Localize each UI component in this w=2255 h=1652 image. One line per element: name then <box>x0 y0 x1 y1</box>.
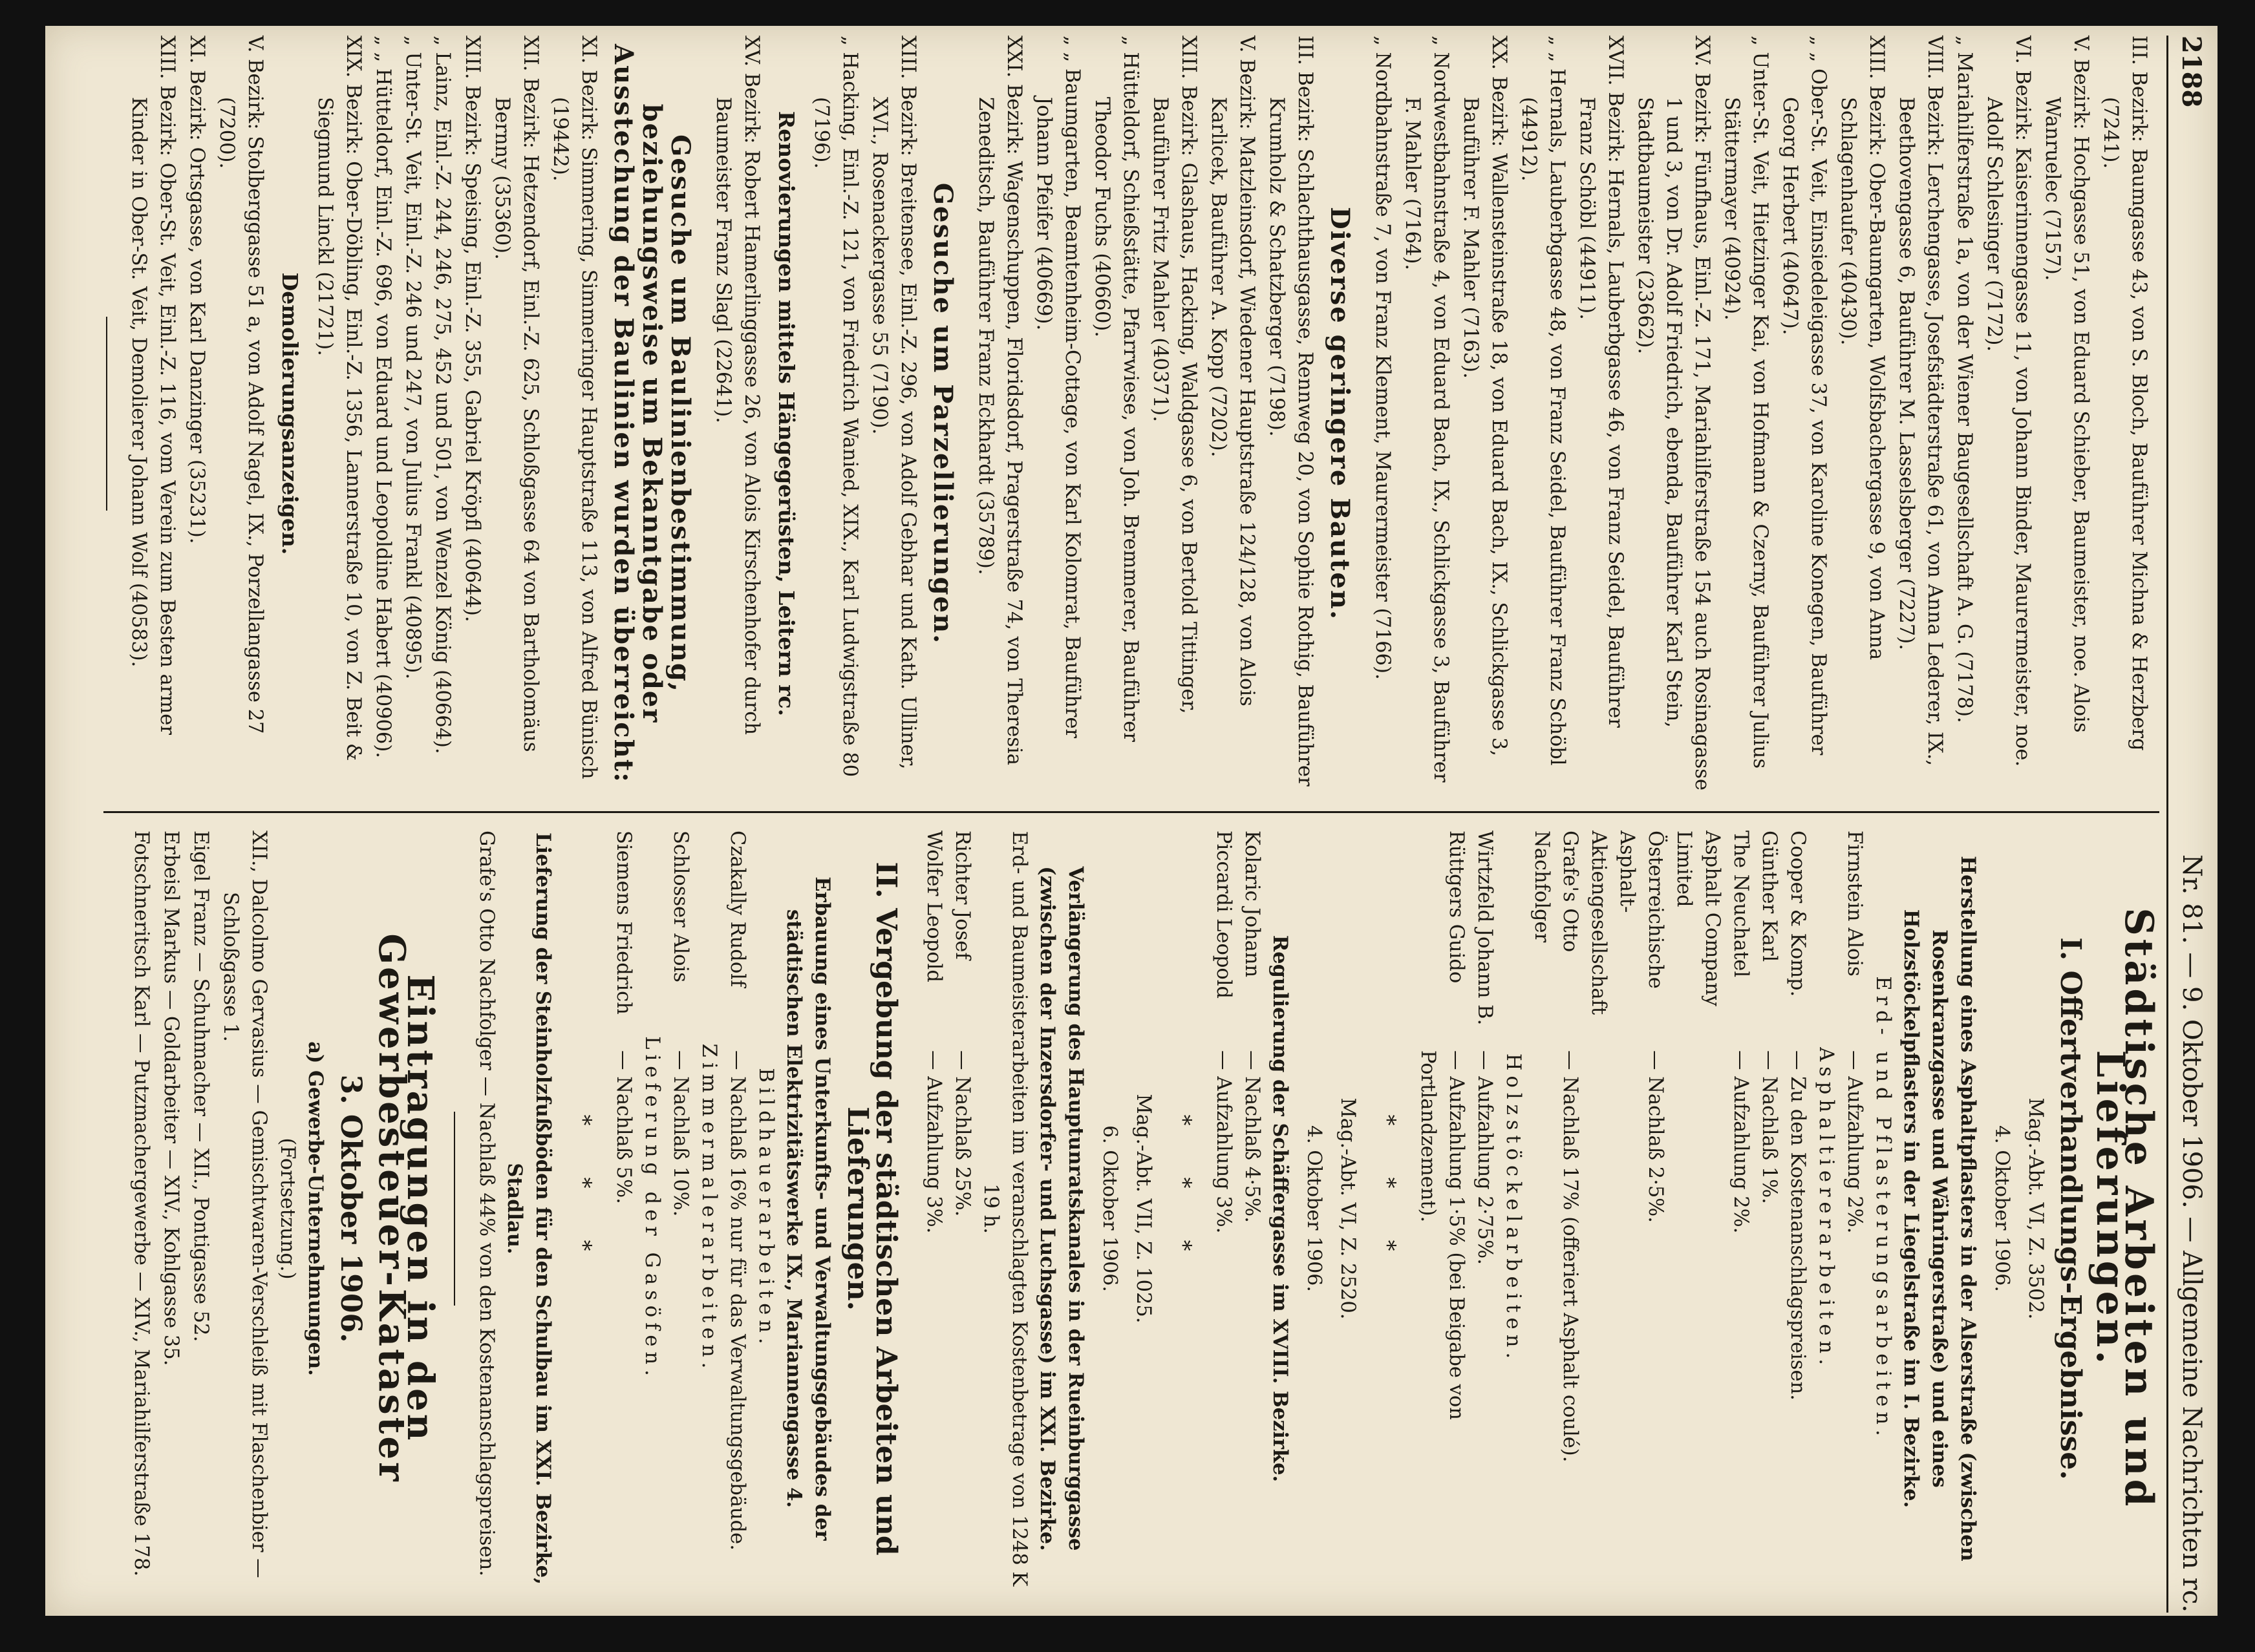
page-number: 2188 <box>2176 36 2207 108</box>
table-row <box>919 831 948 1587</box>
block2-date: 4. Oktober 1906. <box>1303 1125 1325 1292</box>
bidder-name: Piccardi Leopold <box>1212 831 1235 999</box>
list-item: III. Bezirk: Schlachthausgasse, Rennweg 20, von Sophie Rothig, Bauführer Krumholz & Schatzberger (7198). <box>1265 36 1316 787</box>
list-item: „ Mariahilferstraße 1a, von der Wiener Baugesellschaft A. G. (7178). <box>1953 36 1976 723</box>
table-row <box>1584 831 1669 1587</box>
table-row <box>666 831 694 1587</box>
section-heading-minor-buildings: Diverse geringere Bauten. <box>1325 207 1355 620</box>
newspaper-page <box>78 36 2211 1613</box>
demolition-list <box>124 36 269 792</box>
bid-result: — Aufzahlung 3%. <box>1212 1050 1235 1234</box>
block2-reference: Mag.-Abt. VI, Z. 2520. <box>1336 1097 1359 1320</box>
list-item: VIII. Bezirk: Lerchengasse, Josefstädterstraße 61, von Anna Lederer, IX., Beethovengasse 6, Bauführer M. Lasselsberger (7227). <box>1895 36 1946 767</box>
list-item: „ Hütteldorf, Schießstätte, Pfarrwiese, von Joh. Bremmerer, Bauführer Theodor Fuchs (40660). <box>1091 36 1142 742</box>
table-row <box>1470 831 1499 1587</box>
block5-result: Grafe's Otto Nachfolger — Nachlaß 44% von den Kostenanschlagspreisen. <box>475 831 498 1576</box>
list-item: XIII. Bezirk: Ober-Baumgarten, Wolfsbachergasse 9, von Anna Schlagenhaufer (40430). <box>1837 36 1888 661</box>
list-item: „ Unter-St. Veit, Einl.-Z. 246 und 247, von Julius Frankl (40895). <box>401 36 424 680</box>
list-item: „ Nordbahnstraße 7, von Franz Klement, Maurermeister (7166). <box>1371 36 1394 680</box>
block5-title: Lieferung der Steinholzfußböden für den Schulbau im XXI. Bezirke, Stadlau. <box>503 832 555 1585</box>
bidder-name: Schlosser Alois <box>669 831 692 982</box>
section-heading-demolition: Demolierungsanzeigen. <box>277 272 303 555</box>
minor-buildings-list <box>971 36 1319 792</box>
left-column <box>89 36 2153 792</box>
block4-sub: Zimmermalerarbeiten. <box>698 1043 720 1374</box>
list-item: „ Lainz, Einl.-Z. 244, 246, 275, 452 und 501, von Wenzel König (40664). <box>431 36 454 754</box>
list-item: XI. Bezirk: Simmering, Simmeringer Hauptstraße 113, von Alfred Bünisch (19442). <box>549 36 600 779</box>
list-item: Fotschneritsch Karl — Putzmachergewerbe — XIV., Mariahilferstraße 178. <box>130 831 153 1577</box>
part3-date: 3. Oktober 1906. <box>334 1074 367 1343</box>
block1-reference: Mag.-Abt. VI, Z. 3502. <box>2024 1097 2047 1320</box>
table-row <box>1669 831 1755 1587</box>
block4-sub: Bildhauerarbeiten. <box>754 1068 777 1350</box>
list-item: XIII. Bezirk: Speising, Einl.-Z. 355, Gabriel Kröpfl (40644). <box>461 36 484 622</box>
list-item: V. Bezirk: Hochgasse 51, von Eduard Schieber, Baumeister, noe. Alois Wanruelec (7157). <box>2041 36 2092 733</box>
part2-heading: II. Vergebung der städtischen Arbeiten und Lieferungen. <box>841 862 903 1556</box>
separator-stars: *** <box>1374 1114 1400 1303</box>
bid-result: — Aufzahlung 2·75%. <box>1473 1050 1496 1265</box>
table-row <box>1527 831 1584 1587</box>
bid-result: — Nachlaß 25%. <box>951 1050 974 1217</box>
bidder-name: Richter Josef <box>951 831 974 960</box>
list-item: XX. Bezirk: Wallensteinstraße 18, von Eduard Bach, IX., Schlickgasse 3, Bauführer F. Mahler (7163). <box>1459 36 1510 757</box>
list-item: XIX. Bezirk: Ober-Döbling, Einl.-Z. 1356, Lannerstraße 10, von Z. Beit & Siegmund Linckl (21721). <box>314 36 365 761</box>
bid-result: — Aufzahlung 2%. <box>1729 1050 1752 1234</box>
list-item: „ „ Hernals, Lauberbgasse 48, von Franz Seidel, Bauführer Franz Schöbl (44912). <box>1517 36 1568 766</box>
separator-stars: *** <box>570 1114 596 1303</box>
block3-sub: Erd- und Baumeisterarbeiten im veranschlagten Kostenbetrage von 1248 K 19 h. <box>979 831 1031 1587</box>
renovation-list <box>709 36 765 792</box>
bid-result: — Nachlaß 16% nur für das Verwaltungsgebäude. <box>726 1050 749 1551</box>
list-item: XIII. Bezirk: Glashaus, Hacking, Waldgasse 6, von Bertold Tittinger, Bauführer Fritz Mahler (40371). <box>1149 36 1200 714</box>
bid-result: — Aufzahlung 3%. <box>923 1050 945 1234</box>
bidder-name: Wirtzfeld Johann B. <box>1473 831 1496 1026</box>
column-rule <box>103 811 2159 813</box>
part3-heading: Eintragungen in den Gewerbesteuer-Kataster <box>370 933 442 1484</box>
running-title: Nr. 81. — 9. Oktober 1906. — Allgemeine Nachrichten rc. <box>2177 854 2207 1613</box>
part3-continuation: (Fortsetzung.) <box>276 1138 299 1280</box>
trade-register-list <box>127 831 273 1587</box>
part3-sub: a) Gewerbe-Unternehmungen. <box>304 1041 327 1376</box>
list-item: V. Bezirk: Stolberggasse 51 a, von Adolf Nagel, IX., Porzellangasse 27 (7200). <box>215 36 266 734</box>
end-rule <box>106 317 107 511</box>
bid-result: — Zu den Kostenanschlagspreisen. <box>1786 1050 1809 1401</box>
building-permits-list <box>1368 36 2153 792</box>
block3-title: Verlängerung des Hauptunratskanales in der Rueinburggasse (zwischen der Inzersdorfer- und Luchsgasse) im XXI. Bezirke. <box>1036 866 1087 1551</box>
list-item: XV. Bezirk: Robert Hamerlinggasse 26, von Alois Kirschenhofer durch Baumeister Franz Slagl (22641). <box>712 36 763 735</box>
section-heading-requests: Gesuche um Baulinienbestimmung, beziehungsweise um Bekanntgabe oder Ausstechung der Baulinien wurden überreicht: <box>608 44 696 783</box>
table-row <box>1840 831 1868 1587</box>
list-item: XXI. Bezirk: Wagenschuppen, Floridsdorf, Pragerstraße 74, von Theresia Zeneditsch, Bauführer Franz Eckhardt (35789). <box>974 36 1025 765</box>
table-row <box>1237 831 1266 1587</box>
requests-list <box>310 36 603 792</box>
block3-date: 6. Oktober 1906. <box>1098 1125 1121 1292</box>
block1-date: 4. Oktober 1906. <box>1991 1125 2013 1292</box>
header-rule <box>2166 36 2168 1613</box>
bid-result: — Aufzahlung 1·5% (bei Beigabe von Portlandzement). <box>1416 1050 1468 1420</box>
list-item: V. Bezirk: Matzleinsdorf, Wiedener Hauptstraße 124/128, von Alois Karlicek, Bauführer A. Kopp (7202). <box>1207 36 1258 706</box>
block2-title: Regulierung der Schäffergasse im XVIII. Bezirke. <box>1268 935 1292 1483</box>
table-row <box>1783 831 1811 1587</box>
short-rule <box>454 1112 455 1306</box>
list-item: „ „ Hütteldorf, Einl.-Z. 696, von Eduard und Leopoldine Habert (40906). <box>372 36 394 758</box>
list-item: XI. Bezirk: Ortsgasse, von Karl Danzinger (35231). <box>186 36 208 544</box>
bid-result: — Nachlaß 1%. <box>1758 1050 1780 1204</box>
table-row <box>609 831 637 1587</box>
list-item: „ „ Baumgarten, Beamtenheim-Cottage, von Karl Kolomrat, Bauführer Johann Pfeifer (40669). <box>1032 36 1084 739</box>
list-item: „ Nordwestbahnstraße 4, von Eduard Bach, IX., Schlickgasse 3, Bauführer F. Mahler (7164). <box>1401 36 1452 783</box>
bid-result: — Nachlaß 5%. <box>612 1050 635 1204</box>
block4-title: Erbauung eines Unterkunfts- und Verwaltungsgebäudes der städtischen Elektrizitätswerke IX., Mariannengasse 4. <box>782 876 834 1541</box>
bid-result: — Aufzahlung 2%. <box>1843 1050 1866 1234</box>
list-item: „ Unter-St. Veit, Hietzinger Kai, von Hofmann & Czerny, Bauführer Julius Stättermayer (40924). <box>1720 36 1771 769</box>
list-item: XIII. Bezirk: Breitensee, Einl.-Z. 296, von Adolf Gebhar und Kath. Ulliner, XVI., Rosenackergasse 55 (7190). <box>868 36 919 770</box>
block1-sub-asphalt: Asphaltiererarbeiten. <box>1815 1047 1837 1370</box>
list-item: Eigel Franz — Schuhmacher — XII., Pontigasse 52. <box>189 831 212 1342</box>
block4-sub: Lieferung der Gasöfen. <box>641 1036 663 1381</box>
list-item: XV. Bezirk: Fünfhaus, Einl.-Z. 171, Mariahilferstraße 154 auch Rosinagasse 1 und 3, von Dr. Adolf Friedrich, ebenda, Bauführer Karl Stein, Stadtbaumeister (23662). <box>1634 36 1713 791</box>
list-item: XII., Dalcolmo Gervasius — Gemischtwaren-Verschleiß mit Flaschenbier — Schloßgasse 1. <box>219 831 270 1578</box>
list-item: XII. Bezirk: Hetzendorf, Einl.-Z. 625, Schloßgasse 64 von Bartholomäus Bernny (35360). <box>491 36 542 752</box>
list-item: „ „ Ober-St. Veit, Einsiedeleigasse 37, von Karoline Konegen, Bauführer Georg Herbert (40647). <box>1779 36 1830 756</box>
part1-heading: I. Offertverhandlungs-Ergebnisse. <box>2054 937 2087 1480</box>
bidder-name: Günther Karl <box>1758 831 1780 962</box>
page-header <box>2172 36 2211 1613</box>
separator-stars: *** <box>1170 1114 1196 1303</box>
list-item: XVII. Bezirk: Hernals, Lauberbgasse 46, von Franz Seidel, Bauführer Franz Schöbl (44911). <box>1576 36 1627 728</box>
table-row <box>1413 831 1470 1587</box>
table-row <box>1209 831 1237 1587</box>
table-row <box>1755 831 1783 1587</box>
block1-title: Herstellung eines Asphaltpflasters in der Alserstraße (zwischen Rosenkranzgasse und Währingerstraße) und eines Holzstöckelpflasters in der Liegelstraße im I. Bezirke. <box>1899 856 1980 1562</box>
bid-result: — Nachlaß 4·5%. <box>1241 1050 1263 1223</box>
parcel-list <box>807 36 922 792</box>
bid-result: — Nachlaß 10%. <box>669 1050 692 1217</box>
list-item: Erbeisl Markus — Goldarbeiter — XIV., Kohlgasse 35. <box>160 831 182 1366</box>
bidder-name: Grafe's Otto Nachfolger <box>1530 831 1581 953</box>
section-title-municipal-works: Städtische Arbeiten und Lieferungen. <box>2088 907 2161 1510</box>
bidder-name: Firnstein Alois <box>1843 831 1866 977</box>
table-row <box>723 831 751 1587</box>
bidder-name: Wolfer Leopold <box>923 831 945 982</box>
bidder-name: The Neuchatel Asphalt Company Limited <box>1673 831 1752 1006</box>
bid-result: — Nachlaß 17% (offeriert Asphalt coulé). <box>1559 1050 1581 1463</box>
section-heading-parcel: Gesuche um Parzellierungen. <box>928 182 958 645</box>
list-item: VI. Bezirk: Kaiserinnengasse 11, von Johann Binder, Maurermeister, noe. Adolf Schlesinger (7172). <box>1983 36 2034 767</box>
bidder-name: Czakally Rudolf <box>726 831 749 988</box>
bid-result: — Nachlaß 2·5%. <box>1644 1050 1667 1223</box>
bidder-name: Rüttgers Guido <box>1445 831 1468 984</box>
bidder-name: Cooper & Komp. <box>1786 831 1809 997</box>
block1-sub-earthworks: Erd- und Pflasterungsarbeiten. <box>1872 976 1894 1441</box>
list-item: XIII. Bezirk: Ober-St. Veit, Einl.-Z. 116, vom Verein zum Besten armer Kinder in Ober-St. Veit, Demolierer Johann Wolf (40583). <box>127 36 178 735</box>
bidder-name: Österreichische Asphalt-Aktiengesellschaft <box>1587 831 1667 1015</box>
list-item: III. Bezirk: Baumgasse 43, von S. Bloch, Bauführer Michna & Herzberg (7241). <box>2099 36 2150 751</box>
bidder-name: Kolaric Johann <box>1241 831 1263 978</box>
section-heading-renovation: Renovierungen mittels Hängegerüsten, Leitern rc. <box>774 111 799 717</box>
bidder-name: Siemens Friedrich <box>612 831 635 1015</box>
right-column <box>125 831 2161 1587</box>
block3-reference: Mag.-Abt. VII, Z. 1025. <box>1132 1094 1155 1324</box>
table-row <box>948 831 976 1587</box>
list-item: „ Hacking, Einl.-Z. 121, von Friedrich Wanied, XIX., Karl Ludwigstraße 80 (7196). <box>810 36 861 778</box>
block1-sub-wood: Holzstöckelarbeiten. <box>1502 1053 1524 1364</box>
